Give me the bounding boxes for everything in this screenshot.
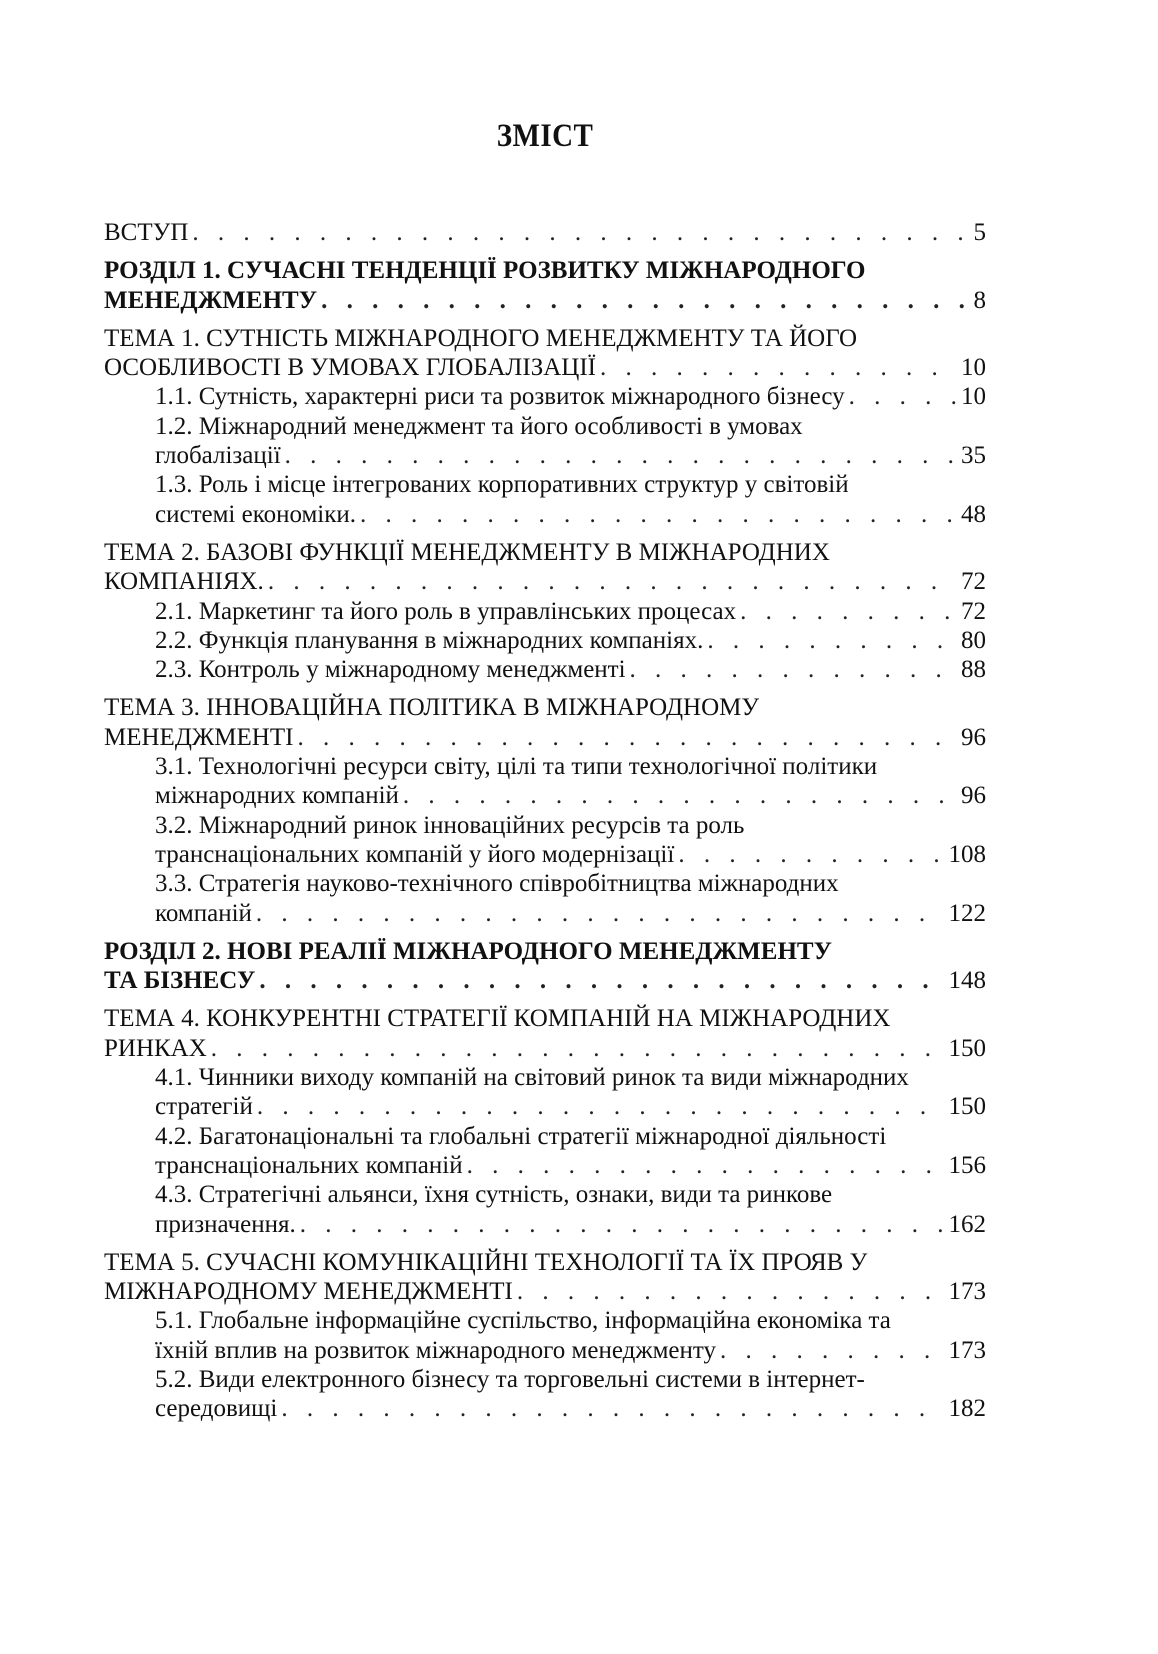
toc-entry-title-line: середовищі [155,1395,278,1423]
toc-entry-final-line [104,218,986,247]
page-number: 173 [948,1336,986,1364]
toc-entry-title-line: ОСОБЛИВОСТІ В УМОВАХ ГЛОБАЛІЗАЦІЇ [104,354,596,382]
toc-entry-subsection[interactable] [104,412,986,471]
toc-entry-subsection[interactable] [104,869,986,928]
dot-leader [257,1092,945,1121]
toc-entry-title-line: міжнародних компаній [155,782,399,810]
toc-entry-title-line: ТА БІЗНЕСУ [104,967,256,995]
toc-entry-final-line [104,966,986,995]
toc-entry-final-line [155,597,986,626]
dot-leader [281,1394,944,1423]
toc-entry-final-line [104,1277,986,1306]
toc-entry-title-line: МІЖНАРОДНОМУ МЕНЕДЖМЕНТІ [104,1278,513,1306]
toc-entry-title-line: 2.2. Функція планування в міжнародних компаніях. [155,626,704,654]
page-number: 182 [948,1395,986,1423]
dot-leader [192,218,968,247]
toc-entry-title-line: ТЕМА 4. КОНКУРЕНТНІ СТРАТЕГІЇ КОМПАНІЙ НА МІЖНАРОДНИХ [104,1005,891,1033]
toc-entry-title-line: ТЕМА 5. СУЧАСНІ КОМУНІКАЦІЙНІ ТЕХНОЛОГІЇ ТА ЇХ ПРОЯВ У [104,1248,868,1276]
toc-entry-final-line [155,382,986,411]
toc-entry-subsection[interactable] [104,1180,986,1239]
toc-entry-final-line [155,655,986,684]
toc-entry-title-line: транснаціональних компаній у його модернізації [155,840,675,868]
toc-entry-title-line: призначення. [155,1210,296,1238]
toc-entry-title-line: 1.2. Міжнародний менеджмент та його особливості в умовах [155,412,803,440]
toc-entry-subsection[interactable] [104,811,986,870]
toc-entry-subsection[interactable] [104,1365,986,1424]
toc-entry-final-line [155,840,986,869]
page-number: 96 [961,782,986,810]
toc-entry-title-line: 2.3. Контроль у міжнародному менеджменті [155,656,626,684]
dot-leader [707,626,957,655]
dot-leader [360,500,957,529]
toc-entry-subsection[interactable] [104,752,986,811]
page-number: 48 [961,500,986,528]
dot-leader [467,1151,945,1180]
dot-leader [740,597,957,626]
page-number: 148 [948,967,986,995]
toc-entry-title-line: РОЗДІЛ 1. СУЧАСНІ ТЕНДЕНЦІЇ РОЗВИТКУ МІЖНАРОДНОГО [104,257,866,285]
toc-entry-title-line: 3.3. Стратегія науково-технічного співробітництва міжнародних [155,870,839,898]
toc-entry-title-line: 4.1. Чинники виходу компаній на світовий ринок та види міжнародних [155,1064,909,1092]
toc-entry-title-line: 3.1. Технологічні ресурси світу, цілі та типи технологічної політики [155,753,878,781]
dot-leader [256,899,945,928]
toc-entry-subsection[interactable] [104,470,986,529]
toc-entry-final-line [155,899,986,928]
toc-entry-title-line: ТЕМА 2. БАЗОВІ ФУНКЦІЇ МЕНЕДЖМЕНТУ В МІЖНАРОДНИХ [104,538,830,566]
toc-entry-final-line [155,441,986,470]
page-number: 88 [961,656,986,684]
page-number: 8 [973,286,986,314]
toc-entry-subsection[interactable] [104,1306,986,1365]
toc-entry-final-line [104,1034,986,1063]
toc-entry-subsection[interactable] [104,1122,986,1181]
page-number: 10 [961,383,986,411]
toc-entry-final-line [155,781,986,810]
toc-entry-final-line [155,1210,986,1239]
toc-entry-section[interactable] [104,538,986,597]
toc-entry-title-line: ТЕМА 1. СУТНІСТЬ МІЖНАРОДНОГО МЕНЕДЖМЕНТУ ТА ЙОГО [104,324,858,352]
dot-leader [259,966,944,995]
page-title: ЗМІСТ [496,118,594,154]
dot-leader [678,840,944,869]
toc-entry-final-line [155,1151,986,1180]
dot-leader [300,1210,945,1239]
toc-entry-final-line [104,567,986,596]
dot-leader [630,655,957,684]
toc-entry-subsection[interactable] [104,655,986,684]
toc-entry-subsection[interactable] [104,597,986,626]
toc-entry-title-line: 1.3. Роль і місце інтегрованих корпоративних структур у світовій [155,471,849,499]
dot-leader [403,781,957,810]
toc-entry-final-line [104,723,986,752]
dot-leader [211,1034,945,1063]
page-number: 122 [948,899,986,927]
toc-entry-section[interactable] [104,1004,986,1063]
table-of-contents [104,218,986,1424]
page-number: 35 [961,442,986,470]
page-number: 5 [973,219,986,246]
toc-entry-final-line [155,1394,986,1423]
toc-entry-final-line [155,500,986,529]
toc-entry-final-line [104,286,986,315]
toc-entry-title-line: стратегій [155,1093,253,1121]
dot-leader [517,1277,945,1306]
toc-entry-subsection[interactable] [104,1063,986,1122]
dot-leader [849,382,957,411]
toc-entry-final-line [155,1092,986,1121]
toc-entry-title-line: 2.1. Маркетинг та його роль в управлінських процесах [155,597,737,625]
page-number: 108 [948,840,986,868]
page-number: 150 [948,1093,986,1121]
toc-entry-title-line: їхній вплив на розвиток міжнародного менеджменту [155,1336,716,1364]
toc-entry-final-line [155,1336,986,1365]
page-number: 96 [961,723,986,751]
toc-entry-section[interactable] [104,937,986,996]
toc-entry-title-line: 1.1. Сутність, характерні риси та розвиток міжнародного бізнесу [155,383,845,411]
toc-entry-title-line: МЕНЕДЖМЕНТІ [104,723,294,751]
toc-entry-section[interactable] [104,1248,986,1307]
toc-entry-title-line: МЕНЕДЖМЕНТУ [104,286,318,314]
dot-leader [285,441,957,470]
toc-entry-title-line: 4.2. Багатонаціональні та глобальні стратегії міжнародної діяльності [155,1122,887,1150]
dot-leader [720,1336,945,1365]
toc-entry-title-line: РОЗДІЛ 2. НОВІ РЕАЛІЇ МІЖНАРОДНОГО МЕНЕДЖМЕНТУ [104,937,832,965]
toc-entry-title-line: ТЕМА 3. ІННОВАЦІЙНА ПОЛІТИКА В МІЖНАРОДНОМУ [104,694,760,722]
toc-entry-title-line: 5.2. Види електронного бізнесу та торговельні системи в інтернет- [155,1365,865,1393]
toc-entry-title-line: 3.2. Міжнародний ринок інноваційних ресурсів та роль [155,811,745,839]
toc-entry-subsection[interactable] [104,382,986,411]
toc-entry-section[interactable] [104,256,986,315]
page-number: 10 [961,354,986,382]
toc-entry-title-line: системі економіки. [155,500,357,528]
dot-leader [600,353,957,382]
page-number: 156 [948,1151,986,1179]
toc-entry-title-line: транснаціональних компаній [155,1151,463,1179]
toc-entry-section[interactable] [104,693,986,752]
toc-entry-title-line: глобалізації [155,442,281,470]
page-number: 72 [961,568,986,596]
page-number: 162 [948,1210,986,1238]
dot-leader [297,723,957,752]
toc-entry-title-line: 5.1. Глобальне інформаційне суспільство, інформаційна економіка та [155,1307,891,1335]
toc-entry-section[interactable] [104,218,986,247]
page-number: 150 [948,1034,986,1062]
toc-entry-title-line: РИНКАХ [104,1034,207,1062]
toc-entry-title-line: ВСТУП [104,219,189,246]
dot-leader [268,567,957,596]
toc-entry-title-line: компаній [155,899,252,927]
toc-entry-subsection[interactable] [104,626,986,655]
page-number: 72 [961,597,986,625]
toc-entry-final-line [104,353,986,382]
page-number: 80 [961,626,986,654]
toc-entry-title-line: 4.3. Стратегічні альянси, їхня сутність, ознаки, види та ринкове [155,1181,833,1209]
toc-entry-final-line [155,626,986,655]
toc-entry-section[interactable] [104,324,986,383]
dot-leader [321,286,968,315]
toc-entry-title-line: КОМПАНІЯХ. [104,568,264,596]
page-number: 173 [948,1278,986,1306]
